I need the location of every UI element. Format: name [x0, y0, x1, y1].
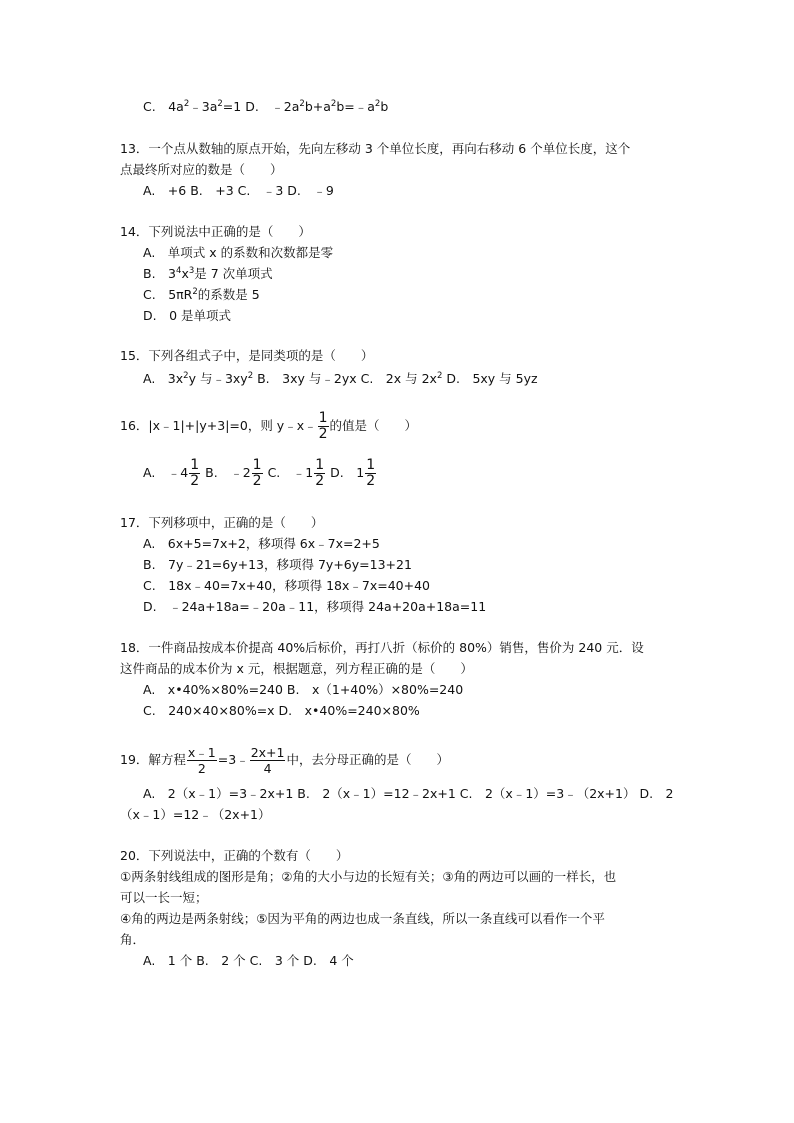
q18-stem-line2: 这件商品的成本价为 x 元，根据题意，列方程正确的是（ ） [120, 661, 473, 676]
q17-option-d: D. ﹣24a+18a=﹣20a﹣11，移项得 24a+20a+18a=11 [143, 599, 487, 614]
q18-options-ab: A. x•40%×80%=240 B. x（1+40%）×80%=240 [143, 682, 464, 697]
q18-options-cd: C. 240×40×80%=x D. x•40%=240×80% [143, 703, 420, 718]
q20-statement-line1: ①两条射线组成的图形是角；②角的大小与边的长短有关；③角的两边可以画的一样长，也 [120, 869, 617, 884]
q17-option-a: A. 6x+5=7x+2，移项得 6x﹣7x=2+5 [143, 536, 380, 551]
q16-option-d-fraction: $\frac{1}{2}$ [366, 457, 376, 489]
q14-option-d: D. 0 是单项式 [143, 308, 232, 323]
q20-statement-line3: ④角的两边是两条射线；⑤因为平角的两边也成一条直线，所以一条直线可以看作一个平 [120, 911, 605, 926]
q12-options-cd: C. $4a^2﹣3a^2=1$ D. $﹣2a^2b+a^2b=﹣a^2b$ [143, 99, 389, 114]
q16-stem-fraction: $\frac{1}{2}$ [318, 410, 328, 442]
q20-statement-line2: 可以一长一短； [120, 890, 208, 905]
q13-stem-line2: 点最终所对应的数是（ ） [120, 162, 283, 177]
q20-statement-line4: 角． [120, 932, 146, 947]
q18-stem-line1: 18．一件商品按成本价提高 40%后标价，再打八折（标价的 80%）销售，售价为 240 元．设 [120, 640, 644, 655]
q14-option-a: A. 单项式 x 的系数和次数都是零 [143, 245, 334, 260]
q16-option-b-fraction: $\frac{1}{2}$ [252, 457, 262, 489]
q17-option-c: C. 18x﹣40=7x+40，移项得 18x﹣7x=40+40 [143, 578, 430, 593]
q14-stem: 14．下列说法中正确的是（ ） [120, 224, 311, 239]
q13-options: A. +6 B. +3 C. ﹣3 D. ﹣9 [143, 183, 334, 198]
q15-options: A. $3x^2y$ 与$﹣3xy^2$ B. 3xy 与﹣2yx C. 2x 与 $2x^2$ D. 5xy 与 5yz [143, 371, 538, 386]
q17-stem: 17．下列移项中，正确的是（ ） [120, 515, 324, 530]
q19-fraction-right: $\frac{2x+1}{4}$ [250, 745, 285, 776]
q17-option-b: B. 7y﹣21=6y+13，移项得 7y+6y=13+21 [143, 557, 412, 572]
q19-options-line2: （x﹣1）=12﹣（2x+1） [120, 807, 271, 822]
q16-options: A. ﹣4 $\frac{1}{2}$ B. ﹣2 $\frac{1}{2}$ C. ﹣1 $\frac{1}{2}$ D. 1 $\frac{1}{2}$ [143, 457, 376, 489]
q20-stem: 20．下列说法中，正确的个数有（ ） [120, 848, 349, 863]
q16-stem: 16．|x﹣1|+|y+3|=0，则 y﹣x﹣ $\frac{1}{2}$ 的值是（ ） [120, 410, 418, 442]
q19-stem: 19．解方程 $\frac{x﹣1}{2}$ =3﹣ $\frac{2x+1}{4}$ 中，去分母正确的是（ ） [120, 745, 449, 776]
q19-fraction-left: $\frac{x﹣1}{2}$ [187, 745, 216, 776]
q20-options: A. 1 个 B. 2 个 C. 3 个 D. 4 个 [143, 953, 354, 968]
q13-stem-line1: 13．一个点从数轴的原点开始，先向左移动 3 个单位长度，再向右移动 6 个单位长度，这个 [120, 141, 631, 156]
q16-option-a-fraction: $\frac{1}{2}$ [190, 457, 200, 489]
q16-option-c-fraction: $\frac{1}{2}$ [315, 457, 325, 489]
q19-options-line1: A. 2（x﹣1）=3﹣2x+1 B. 2（x﹣1）=12﹣2x+1 C. 2（x﹣1）=3﹣（2x+1） D. 2 [143, 786, 674, 801]
q15-stem: 15．下列各组式子中，是同类项的是（ ） [120, 348, 374, 363]
q14-option-b: B. $3^4x^3$是 7 次单项式 [143, 266, 273, 281]
q14-option-c: C. $5\pi R^2$的系数是 5 [143, 287, 260, 302]
